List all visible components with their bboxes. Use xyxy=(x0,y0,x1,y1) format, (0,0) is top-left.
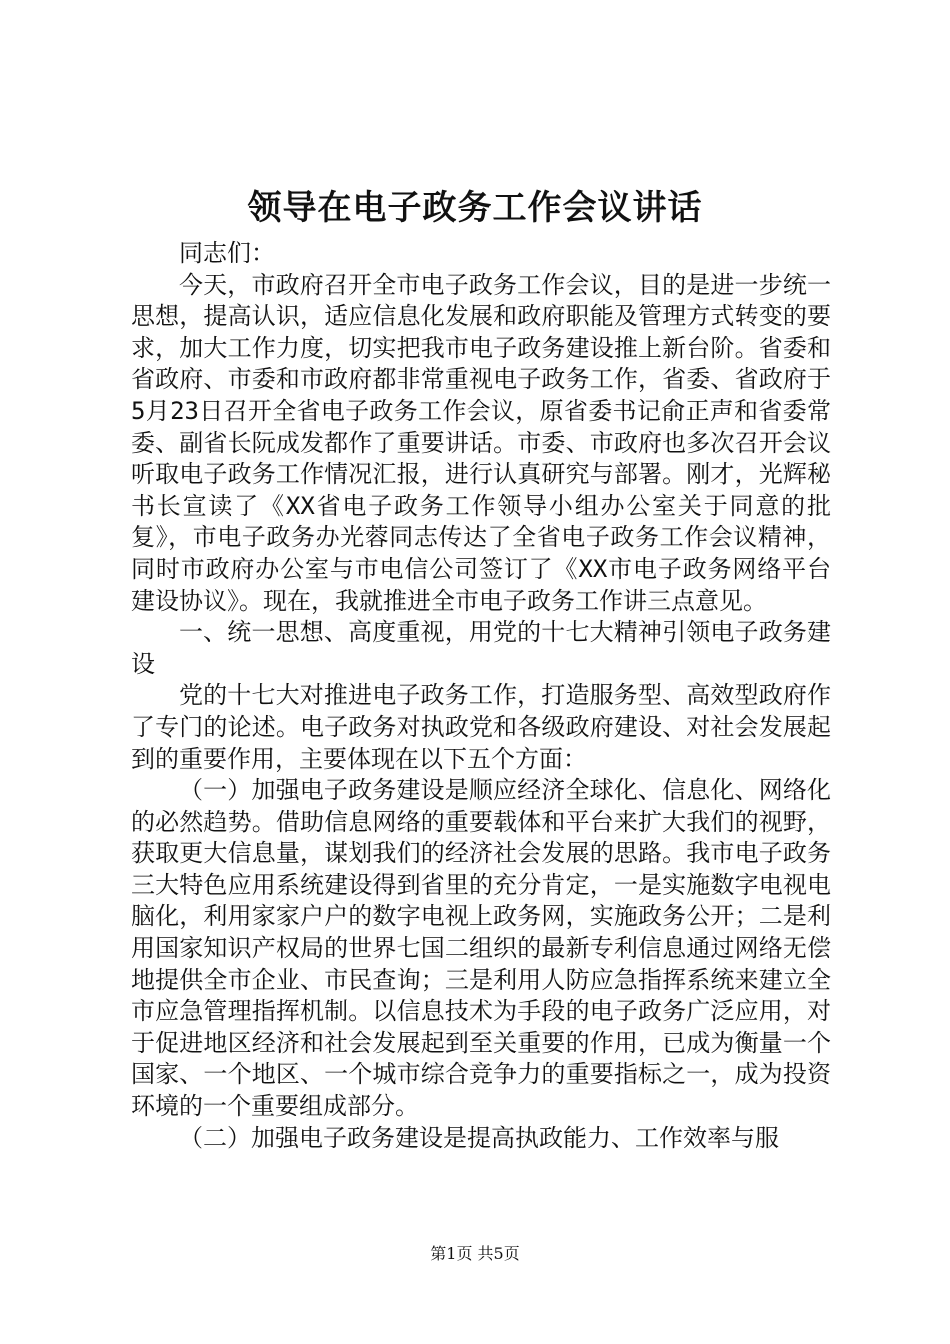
paragraph: （一）加强电子政务建设是顺应经济全球化、信息化、网络化的必然趋势。借助信息网络的重要载体和平台来扩大我们的视野，获取更大信息量，谋划我们的经济社会发展的思路。我市电子政务三大特色应用系统建设得到省里的充分肯定，一是实施数字电视电脑化，利用家家户户的数字电视上政务网，实施政务公开；二是利用国家知识产权局的世界七国二组织的最新专利信息通过网络无偿地提供全市企业、市民查询；三是利用人防应急指挥系统来建立全市应急管理指挥机制。以信息技术为手段的电子政务广泛应用，对于促进地区经济和社会发展起到至关重要的作用，已成为衡量一个国家、一个地区、一个城市综合竞争力的重要指标之一，成为投资环境的一个重要组成部分。 xyxy=(131,776,831,1121)
document-title: 领导在电子政务工作会议讲话 xyxy=(247,188,703,228)
salutation: 同志们： xyxy=(179,239,275,267)
paragraph: （二）加强电子政务建设是提高执政能力、工作效率与服 xyxy=(179,1123,779,1152)
paragraph: 党的十七大对推进电子政务工作，打造服务型、高效型政府作了专门的论述。电子政务对执政党和各级政府建设、对社会发展起到的重要作用，主要体现在以下五个方面： xyxy=(131,681,831,773)
document-body xyxy=(131,238,831,1154)
page-number: 第1页 共5页 xyxy=(430,1244,520,1263)
section-heading: 一、统一思想、高度重视，用党的十七大精神引领电子政务建设 xyxy=(131,618,831,678)
paragraph: 今天，市政府召开全市电子政务工作会议，目的是进一步统一思想，提高认识，适应信息化发展和政府职能及管理方式转变的要求，加大工作力度，切实把我市电子政务建设推上新台阶。省委和省政府、市委和市政府都非常重视电子政务工作，省委、省政府于5月23日召开全省电子政务工作会议，原省委书记俞正声和省委常委、副省长阮成发都作了重要讲话。市委、市政府也多次召开会议听取电子政务工作情况汇报，进行认真研究与部署。刚才，光辉秘书长宣读了《XX省电子政务工作领导小组办公室关于同意的批复》，市电子政务办光蓉同志传达了全省电子政务工作会议精神，同时市政府办公室与市电信公司签订了《XX市电子政务网络平台建设协议》。现在，我就推进全市电子政务工作讲三点意见。 xyxy=(131,270,831,615)
